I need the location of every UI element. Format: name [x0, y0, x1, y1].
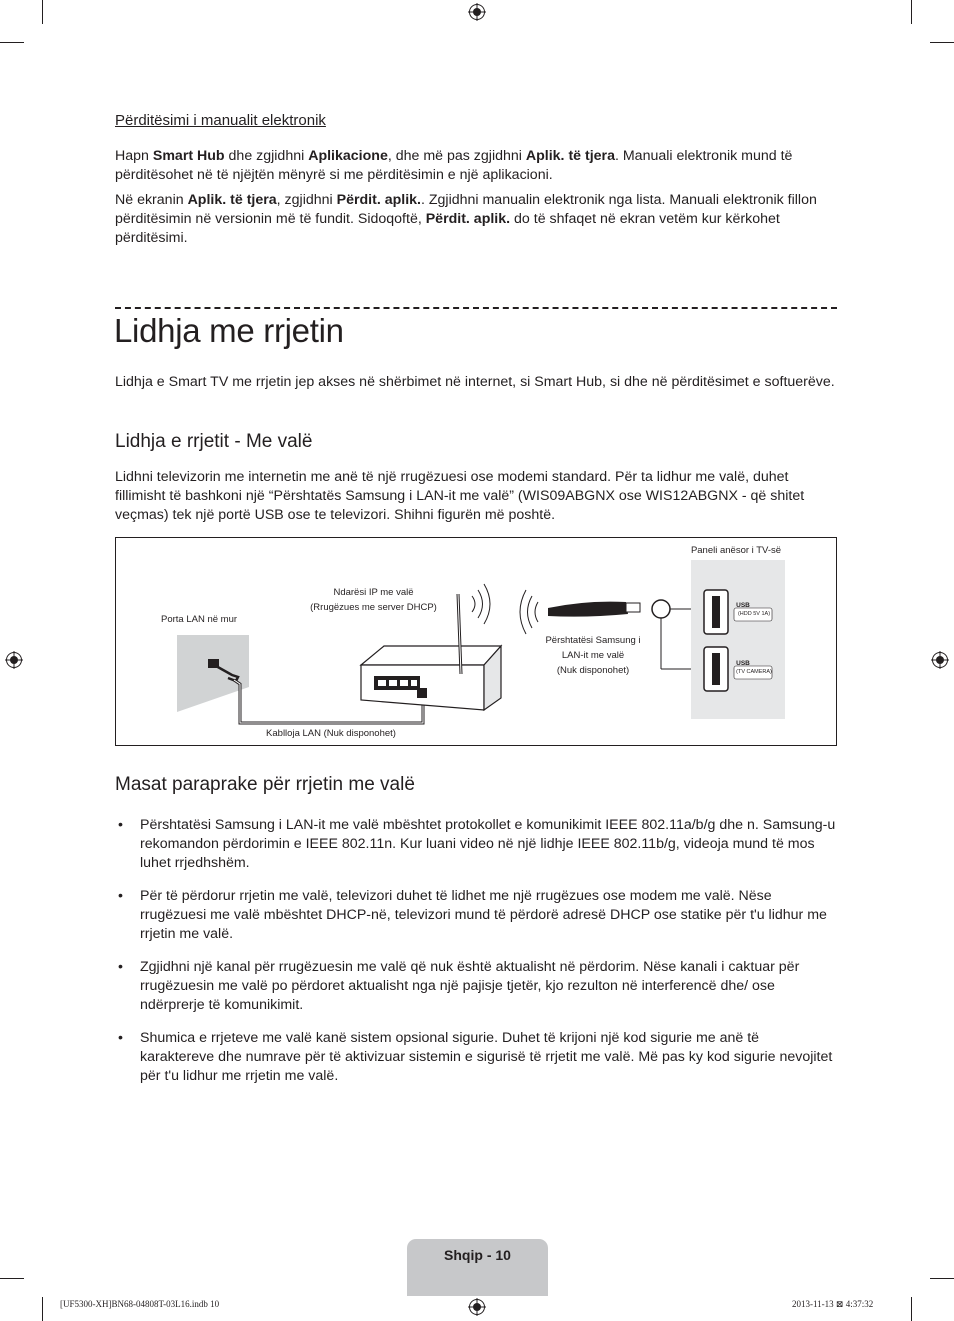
crop-mark	[930, 1278, 954, 1279]
page-number: Shqip - 10	[444, 1247, 511, 1263]
usb-1-text: USB	[736, 602, 750, 609]
router-top	[361, 646, 501, 665]
router-label-line-2: (Rrugëzues me server DHCP)	[310, 602, 437, 613]
adapter-label-line-1: Përshtatësi Samsung i	[545, 635, 641, 646]
wifi-wave-icon	[520, 590, 526, 634]
wifi-wave-icon	[484, 584, 490, 624]
list-item: • Për të përdorur rrjetin me valë, televizori duhet të lidhet me një rrugëzues ose modem me valë. Nëse rrugëzuesi me valë mbështet DHCP-në, televizori mund të përdorë adresë DHCP ose statike për t'u lidhur me rrjetin me valë.	[118, 888, 827, 942]
print-timestamp: 2013-11-13 ⊠ 4:37:32	[792, 1299, 874, 1309]
registration-mark-icon	[468, 1298, 486, 1316]
registration-mark-icon	[931, 651, 949, 669]
tv-side-panel	[691, 560, 785, 719]
usb-2-text: USB	[736, 660, 750, 667]
diagram-illustration	[116, 538, 836, 745]
wall-panel	[177, 635, 249, 712]
router-label-line-1: Ndarësi IP me valë	[333, 587, 414, 598]
crop-mark	[42, 1297, 43, 1321]
adapter-label-line-3: (Nuk disponohet)	[556, 665, 630, 676]
wifi-wave-icon	[528, 596, 533, 628]
wifi-wave-icon	[478, 590, 483, 618]
bullet-icon: •	[118, 1030, 123, 1046]
wifi-wave-icon	[472, 596, 475, 612]
wall-port-label: Porta LAN në mur	[161, 614, 238, 625]
network-diagram	[115, 537, 837, 746]
file-info: [UF5300-XH]BN68-04808T-03L16.indb 10	[60, 1299, 220, 1309]
bullet-icon: •	[118, 817, 123, 833]
page-number-tab	[407, 1239, 548, 1296]
precautions-heading: Masat paraprake për rrjetin me valë	[115, 774, 415, 795]
router-plug-icon	[417, 688, 427, 698]
bullet-icon: •	[118, 888, 123, 904]
usb-2-subtext: (TV CAMERA)	[736, 669, 772, 675]
usb-1-subtext: (HDD 5V 1A)	[737, 611, 771, 617]
registration-mark-icon	[468, 3, 486, 21]
precautions-list	[115, 816, 837, 1100]
manual-update-title: Përditësimi i manualit elektronik	[115, 112, 326, 129]
crop-mark	[0, 1278, 24, 1279]
crop-mark	[930, 42, 954, 43]
network-intro: Lidhja e Smart TV me rrjetin jep akses në shërbimet në internet, si Smart Hub, si dhe në përditësimet e softuerëve.	[115, 374, 835, 390]
list-item: • Zgjidhni një kanal për rrugëzuesin me valë që nuk është aktualisht në përdorim. Nëse kanali i caktuar për rrugëzuesin me valë po përdoret aktualisht nga një pajisje tjetër, kjo rezulton në interferencë dhe/ ose ndërprerje të komunikimit.	[118, 959, 800, 1013]
crop-mark	[42, 0, 43, 24]
adapter-label-line-2: LAN-it me valë	[561, 650, 625, 661]
crop-mark	[0, 42, 24, 43]
side-panel-label: Paneli anësor i TV-së	[690, 545, 782, 556]
manual-update-paragraph-2: Në ekranin Aplik. të tjera, zgjidhni Përdit. aplik.. Zgjidhni manualin elektronik nga lista. Manuali elektronik fillon përditësimin në versionin më të fundit. Sidoqoftë, Përdit. aplik. do të shfaqet në ekran vetëm kur kërkohet përditësimi.	[115, 192, 817, 246]
wireless-paragraph: Lidhni televizorin me internetin me anë të një rrugëzuesi ose modemi standard. Për ta lidhur me valë, duhet fillimisht të bashkoni një “Përshtatës Samsung i LAN-it me valë” (WIS09ABGNX ose WIS12ABGNX - që shitet veçmas) tek një portë USB ose te televizori. Shihni figurën më poshtë.	[115, 469, 805, 523]
list-item: • Përshtatësi Samsung i LAN-it me valë mbështet protokollet e komunikimit IEEE 802.11a/b/g dhe n. Samsung-u rekomandon përdorimin e IEEE 802.11n. Kur luani video në një lidhje IEEE 802.11b/g, videoja mund të mos luhet rrjedhshëm.	[118, 817, 836, 871]
crop-mark	[911, 1297, 912, 1321]
wireless-adapter-icon	[548, 602, 628, 617]
manual-update-paragraph-1: Hapn Smart Hub dhe zgjidhni Aplikacione, dhe më pas zgjidhni Aplik. të tjera. Manuali elektronik mund të përditësohet në të njëjtën mënyrë si me përditësimin e një aplikacioni.	[115, 148, 793, 183]
list-item: • Shumica e rrjeteve me valë kanë sistem opsional sigurie. Duhet të krijoni një kod sigurie me anë të karaktereve dhe numrave për të aktivizuar sistemin e sigurisë të rrjetit me valë. Më pas ky kod sigurie nevojitet për t'u lidhur me rrjetin me valë.	[118, 1030, 833, 1084]
bullet-icon: •	[118, 959, 123, 975]
wifi-wave-icon	[535, 602, 538, 622]
section-divider	[115, 307, 837, 309]
wireless-heading: Lidhja e rrjetit - Me valë	[115, 431, 313, 452]
page-title: Lidhja me rrjetin	[114, 312, 344, 349]
adapter-connector-icon	[652, 600, 670, 618]
crop-mark	[911, 0, 912, 24]
cable-label: Kablloja LAN (Nuk disponohet)	[266, 728, 396, 739]
registration-mark-icon	[5, 651, 23, 669]
